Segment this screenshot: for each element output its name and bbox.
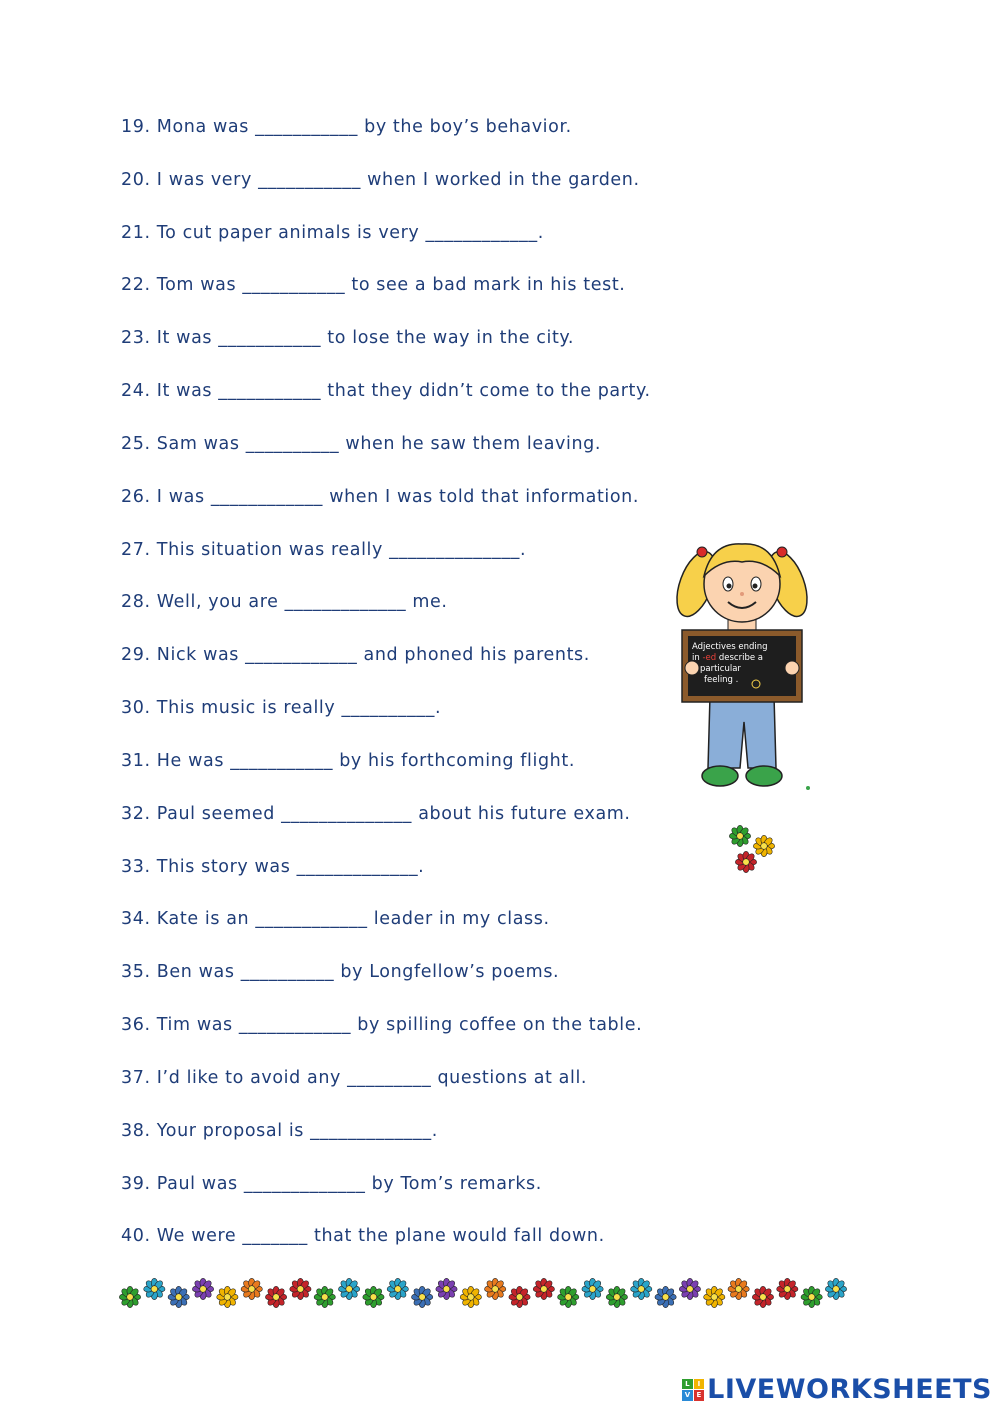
flower-icon (735, 851, 756, 872)
sentence-36: 36. Tim was ____________ by spilling coffee on the table. (121, 1015, 643, 1035)
sentence-32: 32. Paul seemed ______________ about his future exam. (121, 804, 631, 824)
girl-with-chalkboard-illustration (672, 536, 812, 796)
chalkboard-line-3: particular (700, 664, 741, 674)
sentence-29: 29. Nick was ____________ and phoned his parents. (121, 645, 590, 665)
flower-icon (265, 1286, 286, 1307)
chalkboard-line-4: feeling . (704, 675, 739, 685)
flower-icon (241, 1278, 262, 1299)
sentence-35: 35. Ben was __________ by Longfellow’s poems. (121, 962, 560, 982)
flower-icon (704, 1286, 725, 1307)
sentence-33: 33. This story was _____________. (121, 857, 425, 877)
flower-icon (485, 1278, 506, 1299)
sentence-27: 27. This situation was really ______________. (121, 540, 527, 560)
sentence-38: 38. Your proposal is _____________. (121, 1121, 438, 1141)
flower-icon (338, 1278, 359, 1299)
flower-icon (729, 825, 750, 846)
sentence-30: 30. This music is really __________. (121, 698, 442, 718)
flower-icon (752, 1286, 773, 1307)
chalkboard-line-2: in -ed describe a (692, 653, 763, 663)
sentence-19: 19. Mona was ___________ by the boy’s behavior. (121, 117, 572, 137)
chalkboard-line-1: Adjectives ending (692, 642, 768, 652)
flower-icon (533, 1278, 554, 1299)
sentence-20: 20. I was very ___________ when I worked in the garden. (121, 170, 640, 190)
flower-icon (728, 1278, 749, 1299)
flower-icon (436, 1278, 457, 1299)
flower-icon (119, 1286, 140, 1307)
sentence-39: 39. Paul was _____________ by Tom’s remarks. (121, 1174, 542, 1194)
flower-icon (509, 1286, 530, 1307)
flower-icon (582, 1278, 603, 1299)
flower-icon (168, 1286, 189, 1307)
flower-icon (631, 1278, 652, 1299)
sentence-31: 31. He was ___________ by his forthcoming flight. (121, 751, 575, 771)
flower-icon (679, 1278, 700, 1299)
sentence-25: 25. Sam was __________ when he saw them leaving. (121, 434, 602, 454)
flower-icon (290, 1278, 311, 1299)
sentence-37: 37. I’d like to avoid any _________ questions at all. (121, 1068, 588, 1088)
flower-icon (655, 1286, 676, 1307)
sentence-24: 24. It was ___________ that they didn’t come to the party. (121, 381, 651, 401)
sentence-21: 21. To cut paper animals is very ____________. (121, 223, 544, 243)
liveworksheets-logo-text: LIVEWORKSHEETS (707, 1374, 992, 1405)
flower-icon (825, 1278, 846, 1299)
flower-icon (460, 1286, 481, 1307)
flower-icon (801, 1286, 822, 1307)
flower-icon (217, 1286, 238, 1307)
flower-border-decoration (118, 1273, 848, 1313)
flower-icon (606, 1286, 627, 1307)
flower-icon (387, 1278, 408, 1299)
flower-icon (363, 1286, 384, 1307)
sentence-34: 34. Kate is an ____________ leader in my class. (121, 909, 550, 929)
flower-cluster-decoration (724, 822, 784, 878)
sentence-26: 26. I was ____________ when I was told that information. (121, 487, 640, 507)
flower-icon (192, 1278, 213, 1299)
liveworksheets-logo (682, 1374, 992, 1405)
sentence-28: 28. Well, you are _____________ me. (121, 592, 448, 612)
flower-icon (753, 835, 774, 856)
flower-icon (411, 1286, 432, 1307)
sentence-22: 22. Tom was ___________ to see a bad mark in his test. (121, 275, 626, 295)
flower-icon (777, 1278, 798, 1299)
flower-icon (558, 1286, 579, 1307)
liveworksheets-logo-icon: L I V E (682, 1379, 704, 1401)
sentence-23: 23. It was ___________ to lose the way in the city. (121, 328, 575, 348)
sentence-40: 40. We were _______ that the plane would fall down. (121, 1226, 605, 1246)
flower-icon (314, 1286, 335, 1307)
flower-icon (144, 1278, 165, 1299)
